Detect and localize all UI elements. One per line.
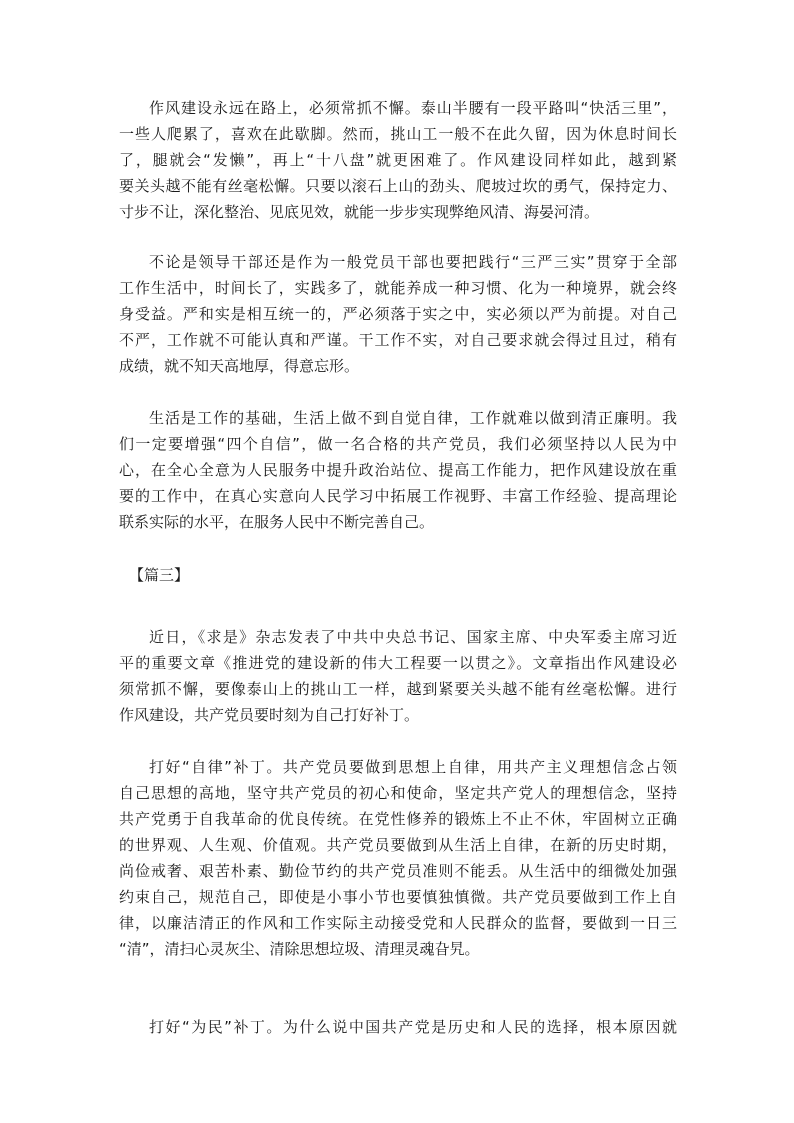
text-line: 共产党勇于自我革命的优良传统。在党性修养的锻炼上不止不休，牢固树立正确 <box>119 810 677 828</box>
text-line: 联系实际的水平，在服务人民中不断完善自己。 <box>119 513 435 531</box>
text-line: 寸步不让，深化整治、见底见效，就能一步步实现弊绝风清、海晏河清。 <box>119 203 600 221</box>
text-line: 近日，《求是》杂志发表了中共中央总书记、国家主席、中央军委主席习近 <box>149 628 677 646</box>
paragraph-life-and-work <box>119 405 677 535</box>
text-line: 心，在全心全意为人民服务中提升政治站位、提高工作能力，把作风建设放在重 <box>119 461 677 479</box>
text-line: 的世界观、人生观、价值观。共产党员要做到从生活上自律，在新的历史时期， <box>119 836 677 854</box>
text-line: 身受益。严和实是相互统一的，严必须落于实之中，实必须以严为前提。对自己 <box>119 305 677 323</box>
text-line: 约束自己，规范自己，即使是小事小节也要慎独慎微。共产党员要做到工作上自 <box>119 888 677 906</box>
section-heading: 【篇三】 <box>129 566 190 584</box>
text-line: 要关头越不能有丝毫松懈。只要以滚石上山的劲头、爬坡过坎的勇气，保持定力、 <box>119 177 677 195</box>
text-line: 自己思想的高地，坚守共产党员的初心和使命，坚定共产党人的理想信念，坚持 <box>119 784 677 802</box>
text-line: 打好“自律”补丁。共产党员要做到思想上自律，用共产主义理想信念占领 <box>149 758 677 776</box>
text-line: 不严，工作就不可能认真和严谨。干工作不实，对自己要求就会得过且过，稍有 <box>119 331 677 349</box>
text-line: 成绩，就不知天高地厚，得意忘形。 <box>119 357 360 375</box>
text-line: 要的工作中，在真心实意向人民学习中拓展工作视野、丰富工作经验、提高理论 <box>119 487 677 505</box>
text-line: 一些人爬累了，喜欢在此歇脚。然而，挑山工一般不在此久留，因为休息时间长 <box>119 125 677 143</box>
paragraph-style-work-road <box>119 95 677 225</box>
paragraph-qiushi-article <box>119 624 677 728</box>
text-line: 须常抓不懈，要像泰山上的挑山工一样，越到紧要关头越不能有丝毫松懈。进行 <box>119 680 677 698</box>
text-line: 们一定要增强“四个自信”，做一名合格的共产党员，我们必须坚持以人民为中 <box>119 435 677 453</box>
text-line: 作风建设，共产党员要时刻为自己打好补丁。 <box>119 706 420 724</box>
text-line: 尚俭戒奢、艰苦朴素、勤俭节约的共产党员准则不能丢。从生活中的细微处加强 <box>119 862 677 880</box>
paragraph-self-discipline <box>119 754 677 962</box>
text-line: 平的重要文章《推进党的建设新的伟大工程要一以贯之》。文章指出作风建设必 <box>119 654 677 672</box>
text-line: “清”，清扫心灵灰尘、清除思想垃圾、清理灵魂旮旯。 <box>119 940 480 958</box>
paragraph-for-the-people <box>119 1014 677 1040</box>
text-line: 工作生活中，时间长了，实践多了，就能养成一种习惯、化为一种境界，就会终 <box>119 279 677 297</box>
paragraph-three-stricts <box>119 249 677 379</box>
text-line: 律，以廉洁清正的作风和工作实际主动接受党和人民群众的监督，要做到一日三 <box>119 914 677 932</box>
text-line: 打好“为民”补丁。为什么说中国共产党是历史和人民的选择，根本原因就 <box>149 1018 677 1036</box>
text-line: 生活是工作的基础，生活上做不到自觉自律，工作就难以做到清正廉明。我 <box>149 409 677 427</box>
text-line: 了，腿就会“发懒”，再上“十八盘”就更困难了。作风建设同样如此，越到紧 <box>119 151 677 169</box>
text-line: 作风建设永远在路上，必须常抓不懈。泰山半腰有一段平路叫“快活三里”， <box>149 99 677 117</box>
text-line: 不论是领导干部还是作为一般党员干部也要把践行“三严三实”贯穿于全部 <box>149 253 677 271</box>
